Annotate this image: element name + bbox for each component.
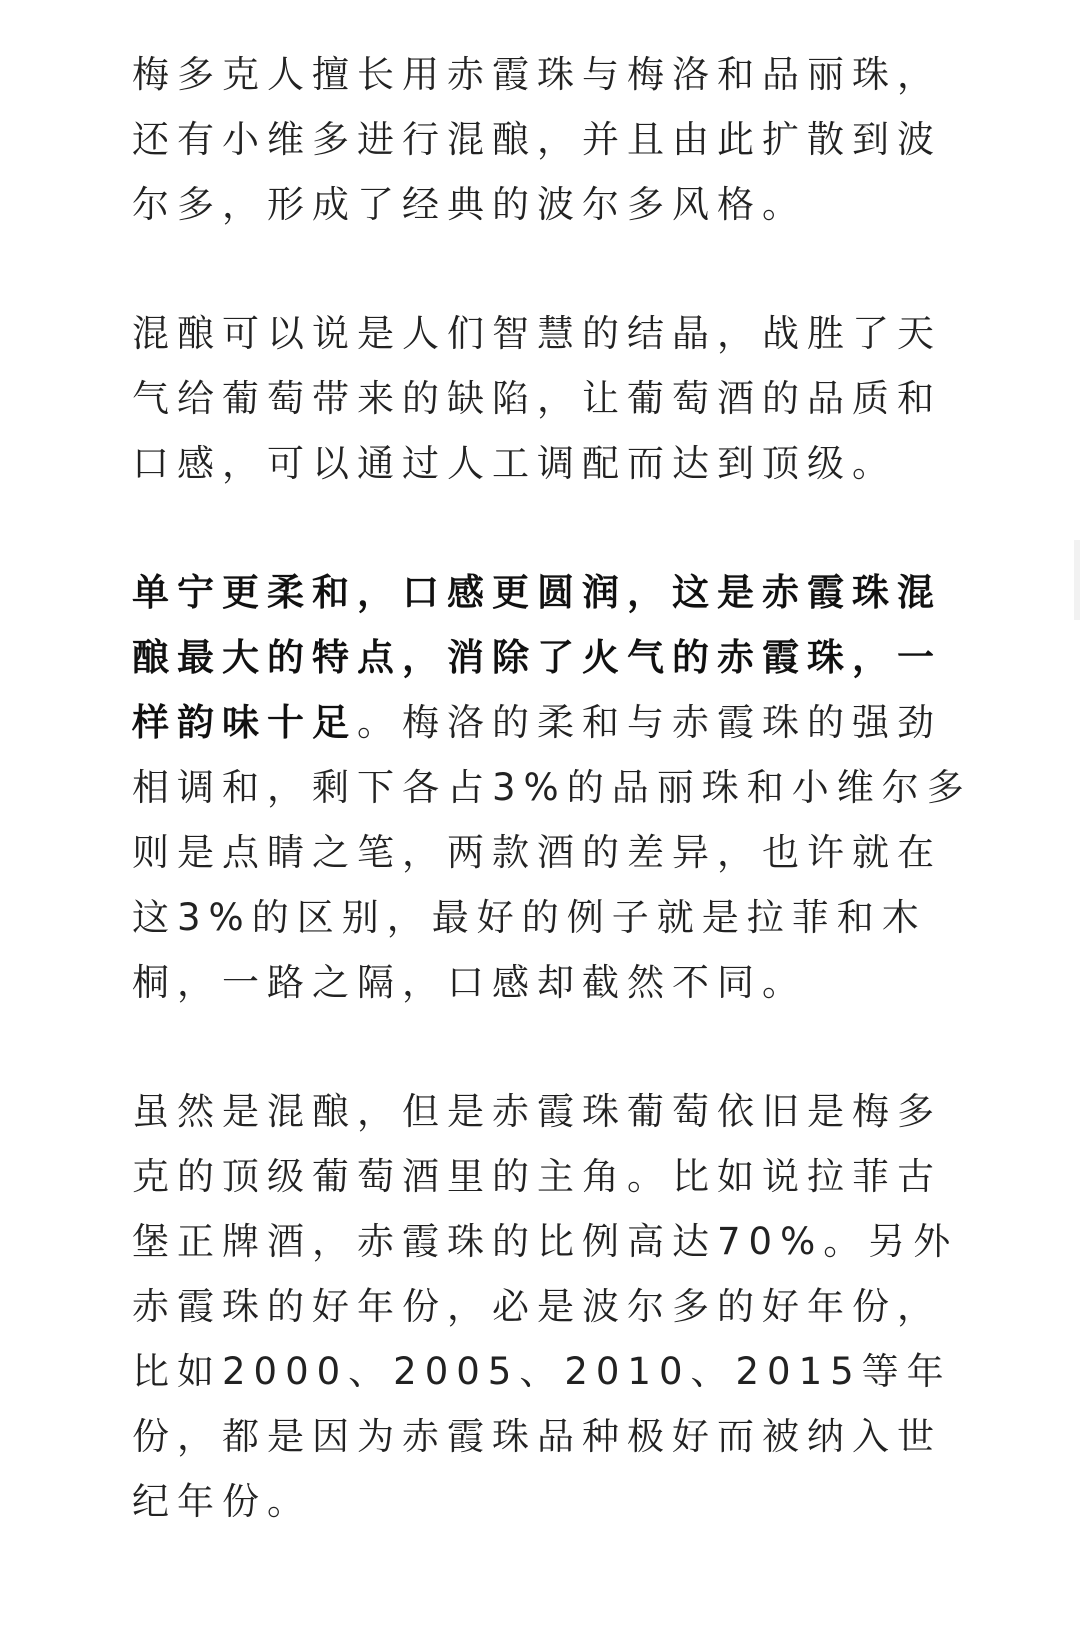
text-line: 纪年份。 — [132, 1480, 312, 1523]
text-line: 则是点睛之笔，两款酒的差异，也许就在 — [132, 831, 942, 874]
bold-highlight-text: 样韵味十足 — [132, 701, 357, 744]
paragraph-blending-origin — [132, 42, 952, 237]
right-edge-shadow — [1074, 540, 1080, 620]
text-line: 份，都是因为赤霞珠品种极好而被纳入世 — [132, 1415, 942, 1458]
bold-highlight-line: 单宁更柔和，口感更圆润，这是赤霞珠混 — [132, 571, 942, 614]
paragraph-cabernet-vintages — [132, 1079, 959, 1534]
text-line: 口感，可以通过人工调配而达到顶级。 — [132, 442, 897, 485]
text-line: 比如2000、2005、2010、2015等年 — [132, 1350, 952, 1393]
text-line: 还有小维多进行混酿，并且由此扩散到波 — [132, 118, 942, 161]
text-line: 桐，一路之隔，口感却截然不同。 — [132, 961, 807, 1004]
text-line — [132, 690, 952, 755]
text-line: 克的顶级葡萄酒里的主角。比如说拉菲古 — [132, 1155, 942, 1198]
text-line: 混酿可以说是人们智慧的结晶，战胜了天 — [132, 312, 942, 355]
paragraph-blending-features — [132, 560, 972, 1015]
text-line: 相调和，剩下各占3%的品丽珠和小维尔多 — [132, 766, 972, 809]
text-line: 赤霞珠的好年份，必是波尔多的好年份， — [132, 1285, 942, 1328]
bold-highlight-line: 酿最大的特点，消除了火气的赤霞珠，一 — [132, 636, 942, 679]
text-line: 这3%的区别，最好的例子就是拉菲和木 — [132, 896, 927, 939]
text-line: 虽然是混酿，但是赤霞珠葡萄依旧是梅多 — [132, 1090, 942, 1133]
text-line: 尔多，形成了经典的波尔多风格。 — [132, 183, 807, 226]
regular-text: 。梅洛的柔和与赤霞珠的强劲 — [357, 701, 942, 744]
paragraph-blending-wisdom — [132, 301, 952, 496]
text-line: 气给葡萄带来的缺陷，让葡萄酒的品质和 — [132, 377, 942, 420]
text-line: 堡正牌酒，赤霞珠的比例高达70%。另外 — [132, 1220, 959, 1263]
text-line: 梅多克人擅长用赤霞珠与梅洛和品丽珠， — [132, 53, 942, 96]
article-body — [132, 42, 972, 1534]
